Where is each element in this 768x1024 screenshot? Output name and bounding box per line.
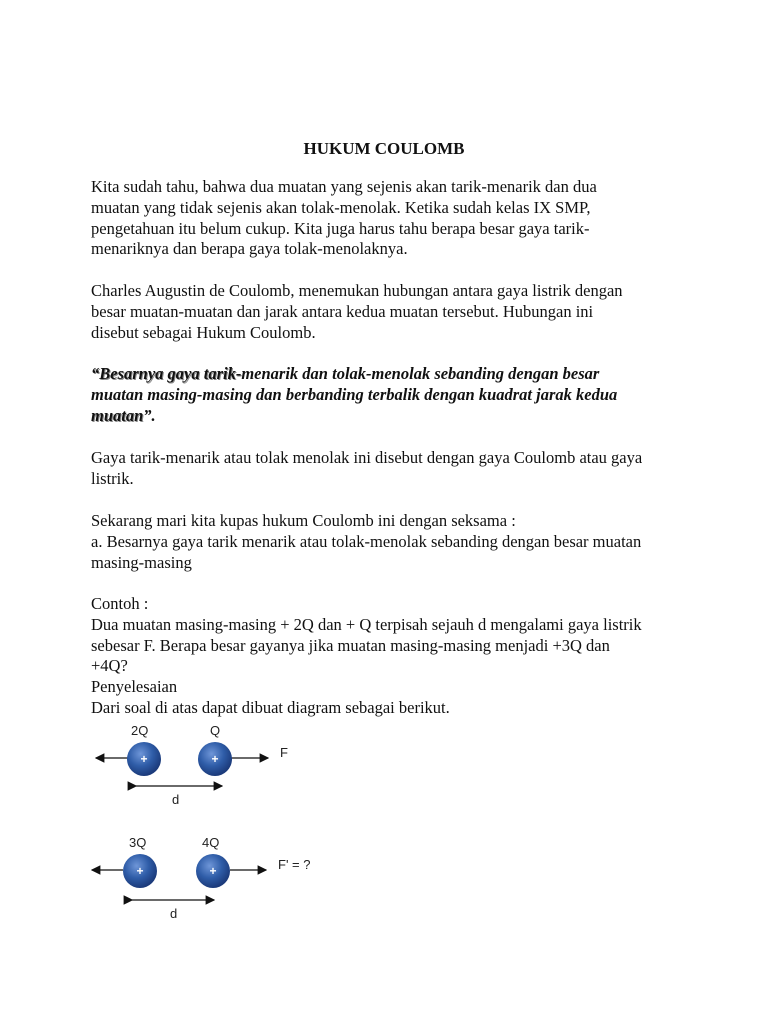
- paragraph-definition: [91, 448, 691, 490]
- quote-line: [91, 364, 691, 385]
- text-line: listrik.: [91, 468, 134, 488]
- distance-label-d: d: [170, 906, 178, 921]
- quote-emphasis: “Besarnya gaya tarik-: [91, 364, 242, 383]
- text-line: +4Q?: [91, 656, 128, 676]
- plus-sign: +: [140, 752, 148, 766]
- text-line: Kita sudah tahu, bahwa dua muatan yang sejenis akan tarik-menarik dan dua: [91, 177, 597, 196]
- charge-label-3q: 3Q: [129, 835, 147, 850]
- page-title: HUKUM COULOMB: [303, 139, 465, 158]
- text-line: masing-masing: [91, 552, 192, 572]
- paragraph-explanation: [91, 511, 691, 573]
- force-label-f: F: [280, 745, 288, 760]
- text-line: Gaya tarik-menarik atau tolak menolak ini disebut dengan gaya Coulomb atau gaya: [91, 448, 643, 467]
- text-line: Contoh :: [91, 594, 149, 613]
- paragraph-example: [91, 594, 691, 719]
- charge-label-2q: 2Q: [131, 723, 149, 738]
- text-line: a. Besarnya gaya tarik menarik atau tolak-menolak sebanding dengan besar muatan: [91, 531, 642, 551]
- text-line: sebesar F. Berapa besar gayanya jika muatan masing-masing menjadi +3Q dan: [91, 635, 610, 655]
- text-line: Dua muatan masing-masing + 2Q dan + Q terpisah sejauh d mengalami gaya listrik: [91, 614, 642, 634]
- quote-text: menarik dan tolak-menolak sebanding dengan besar: [241, 364, 600, 383]
- law-quote: [91, 364, 691, 426]
- paragraph-intro: [91, 177, 691, 260]
- text-line: pengetahuan itu belum cukup. Kita juga harus tahu berapa besar gaya tarik-: [91, 218, 590, 238]
- charge-diagram-new: [0, 830, 400, 930]
- plus-sign: +: [136, 864, 144, 878]
- charge-diagram-initial: [0, 718, 400, 818]
- force-label-f-prime: F' = ?: [278, 857, 311, 872]
- text-line: disebut sebagai Hukum Coulomb.: [91, 322, 316, 342]
- quote-text: ”.: [143, 405, 156, 425]
- text-line: Charles Augustin de Coulomb, menemukan hubungan antara gaya listrik dengan: [91, 281, 623, 300]
- text-line: Dari soal di atas dapat dibuat diagram sebagai berikut.: [91, 697, 450, 717]
- text-line: muatan yang tidak sejenis akan tolak-menolak. Ketika sudah kelas IX SMP,: [91, 197, 591, 217]
- charge-label-4q: 4Q: [202, 835, 220, 850]
- quote-line: muatan masing-masing dan berbanding terbalik dengan kuadrat jarak kedua: [91, 384, 618, 404]
- text-line: menariknya dan berapa gaya tolak-menolaknya.: [91, 239, 408, 259]
- text-line: Penyelesaian: [91, 677, 178, 697]
- quote-emphasis: muatan: [91, 405, 144, 425]
- text-line: besar muatan-muatan dan jarak antara kedua muatan tersebut. Hubungan ini: [91, 301, 594, 321]
- distance-label-d: d: [172, 792, 180, 807]
- charge-label-q: Q: [210, 723, 221, 738]
- text-line: Sekarang mari kita kupas hukum Coulomb ini dengan seksama :: [91, 511, 516, 530]
- plus-sign: +: [211, 752, 219, 766]
- quote-line: [91, 406, 691, 427]
- plus-sign: +: [209, 864, 217, 878]
- paragraph-coulomb: [91, 281, 691, 343]
